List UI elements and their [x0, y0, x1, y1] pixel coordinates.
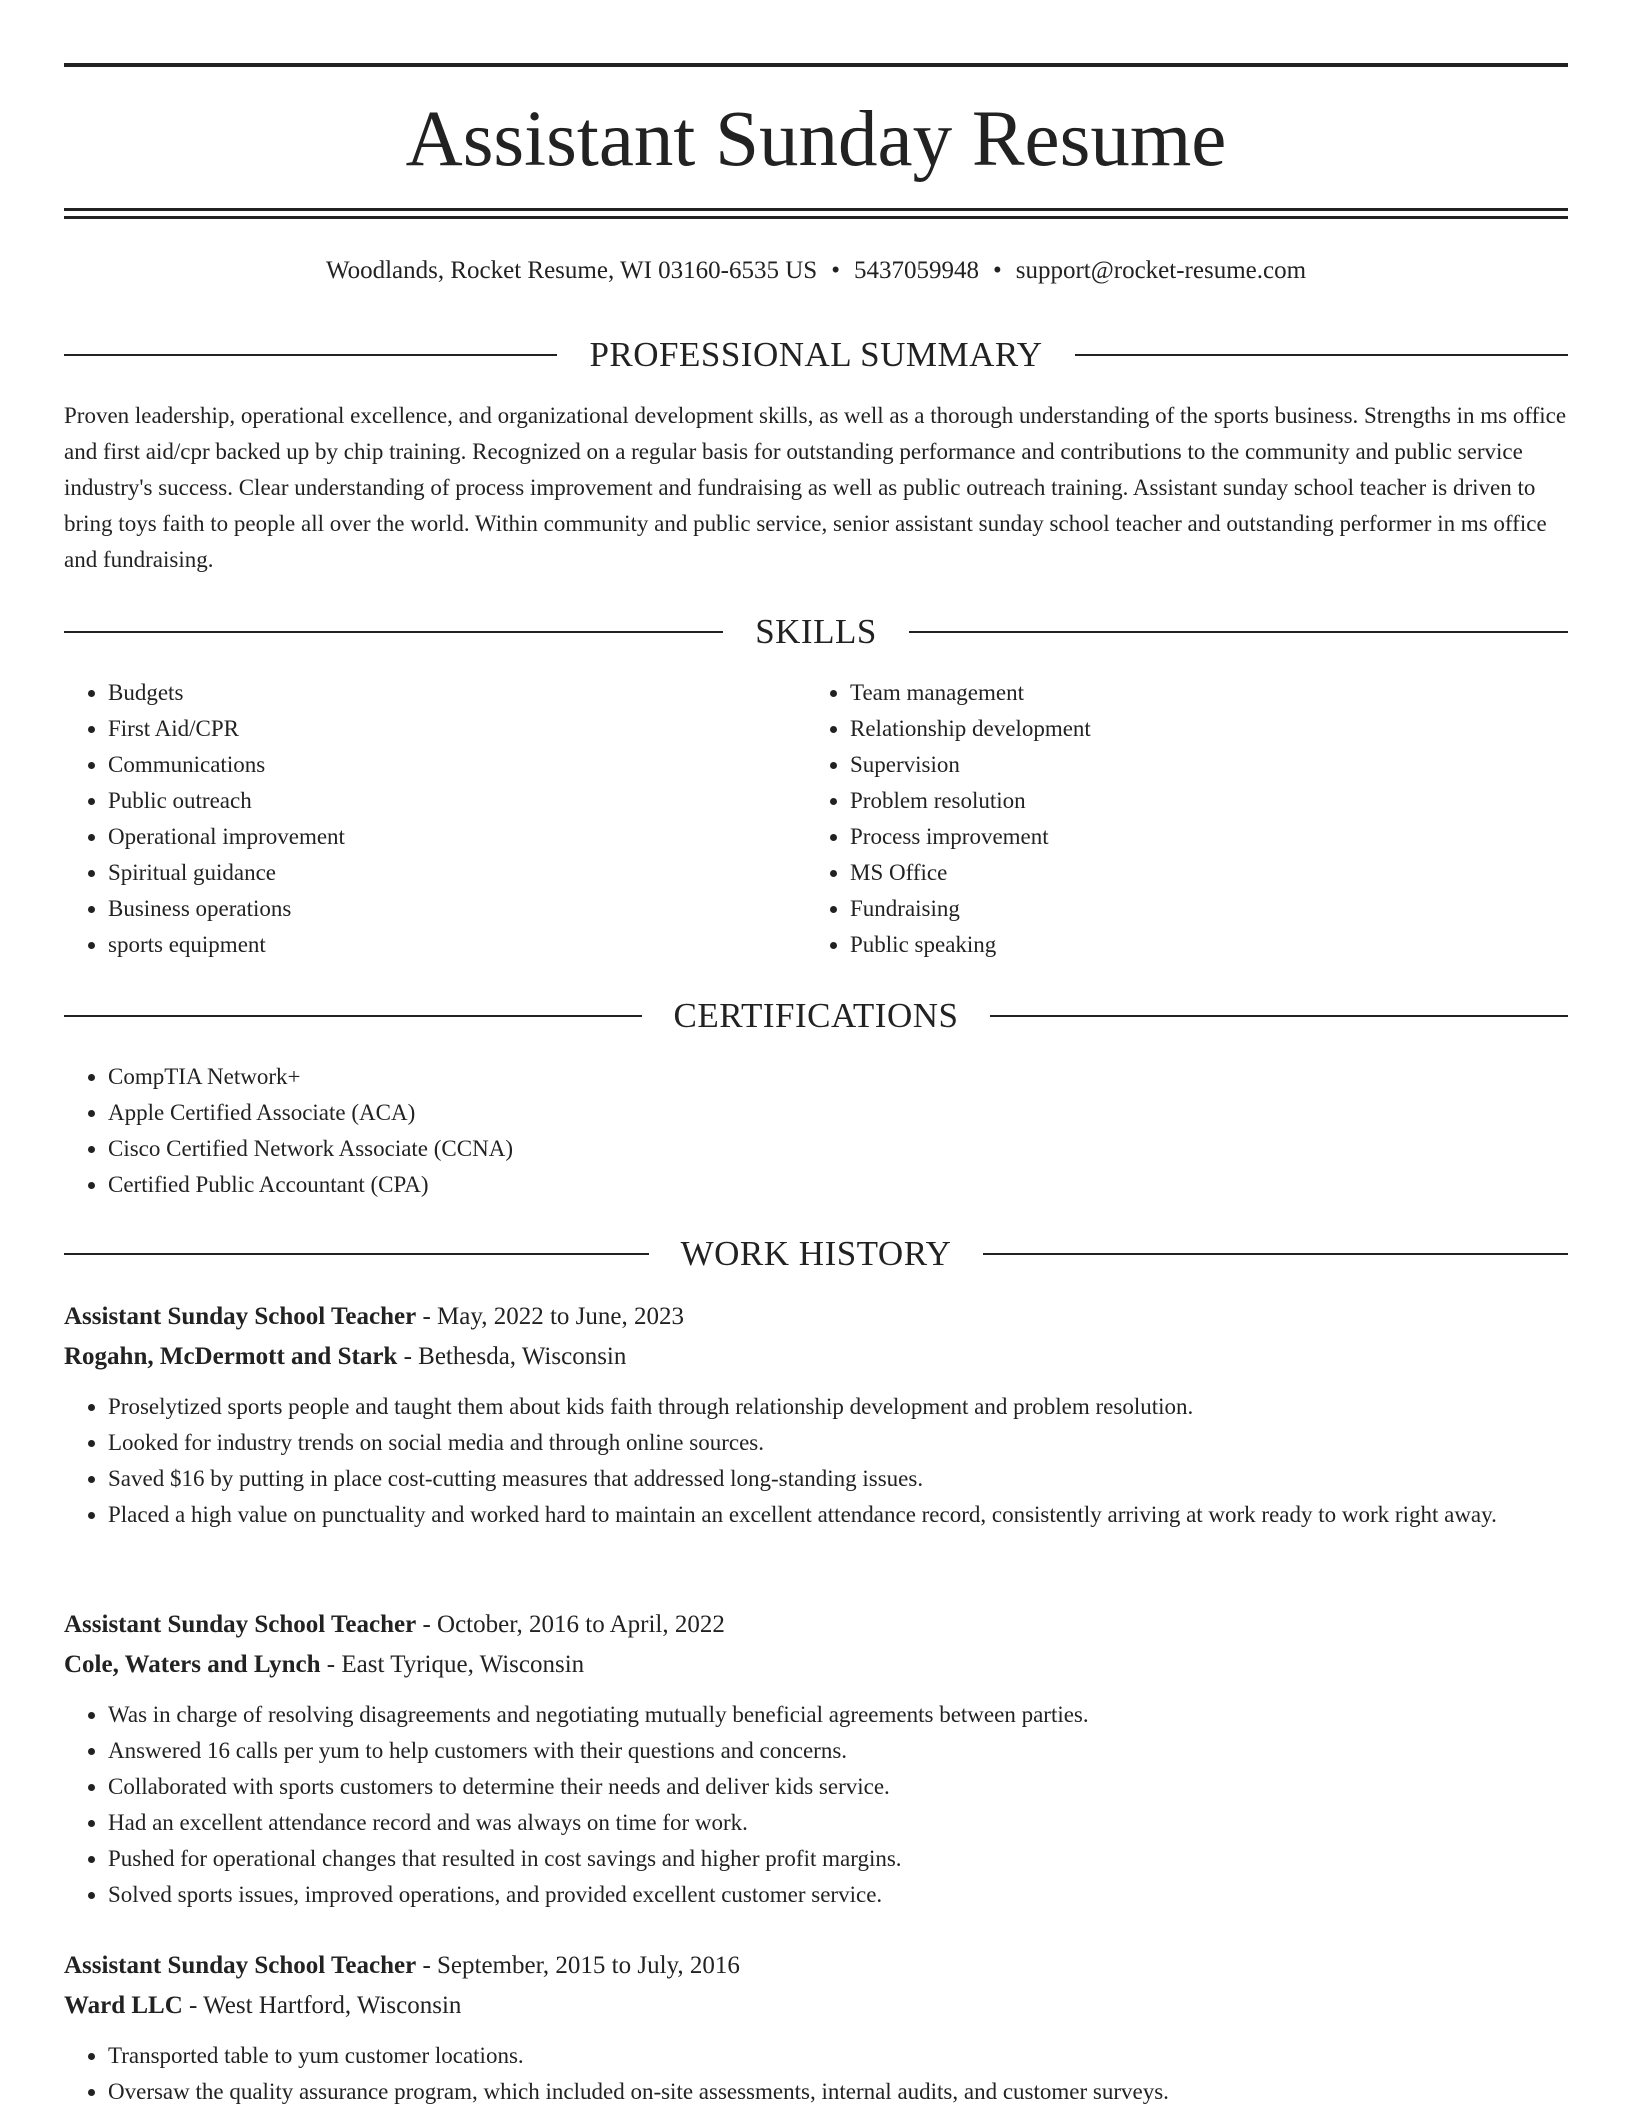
job-title-line — [64, 1297, 1568, 1337]
job-bullet: • Pushed for operational changes that resulted in cost savings and higher profit margins. — [108, 1841, 1568, 1877]
job-location: - West Hartford, Wisconsin — [182, 1992, 462, 2019]
section-rule — [909, 631, 1568, 633]
job-title: Assistant Sunday School Teacher — [64, 1303, 417, 1330]
resume-title: Assistant Sunday Resume — [405, 96, 1227, 183]
skill-item: • Supervision — [850, 747, 1612, 783]
job-bullet: • Solved sports issues, improved operations, and provided excellent customer service. — [108, 1877, 1568, 1913]
skill-item: • First Aid/CPR — [108, 711, 850, 747]
job-bullet: • Was in charge of resolving disagreements and negotiating mutually beneficial agreements between parties. — [108, 1697, 1568, 1733]
skills-list-left — [64, 675, 850, 963]
job-location: - Bethesda, Wisconsin — [397, 1343, 627, 1370]
job-company-line — [64, 1645, 1568, 1685]
skill-item: • Spiritual guidance — [108, 855, 850, 891]
job-entry — [64, 1946, 1568, 2110]
job-company: Ward LLC — [64, 1992, 183, 2019]
certification-item: • Cisco Certified Network Associate (CCNA) — [108, 1131, 1612, 1167]
skill-item: • Communications — [108, 747, 850, 783]
job-bullet: • Answered 16 calls per yum to help customers with their questions and concerns. — [108, 1733, 1568, 1769]
job-company: Cole, Waters and Lynch — [64, 1651, 321, 1678]
job-entry — [64, 1605, 1568, 1913]
section-title-skills: SKILLS — [755, 612, 877, 651]
section-header-certifications — [64, 994, 1568, 1038]
section-rule — [64, 1253, 649, 1255]
contact-email: support@rocket-resume.com — [1015, 257, 1307, 284]
section-rule — [1075, 354, 1568, 356]
contact-separator: • — [992, 257, 1002, 284]
job-bullet: • Had an excellent attendance record and was always on time for work. — [108, 1805, 1568, 1841]
skill-item: • Process improvement — [850, 819, 1612, 855]
section-rule — [983, 1253, 1568, 1255]
job-title-line — [64, 1605, 1568, 1645]
section-rule — [64, 631, 723, 633]
job-bullet: • Transported table to yum customer locations. — [108, 2038, 1568, 2074]
job-entry — [64, 1297, 1568, 1533]
contact-address: Woodlands, Rocket Resume, WI 03160-6535 US — [325, 257, 818, 284]
section-title-summary: PROFESSIONAL SUMMARY — [589, 335, 1043, 374]
skill-item: • Public speaking — [850, 927, 1612, 963]
section-title-certifications: CERTIFICATIONS — [673, 996, 959, 1035]
job-bullets — [64, 1389, 1568, 1533]
job-title: Assistant Sunday School Teacher — [64, 1611, 417, 1638]
job-dates: - October, 2016 to April, 2022 — [416, 1611, 725, 1638]
section-title-work: WORK HISTORY — [680, 1234, 952, 1273]
summary-text: Proven leadership, operational excellence, and organizational development skills, as well as a thorough understanding of the sports business. Strengths in ms office and first aid/cpr backed up by chip training. Recognized on a regular basis for outstanding performance and contributions to the community and public service industry's success. Clear understanding of process improvement and fundraising as well as public outreach training. Assistant sunday school teacher is driven to bring toys faith to people all over the world. Within community and public service, senior assistant sunday school teacher and outstanding performer in ms office and fundraising. — [64, 403, 1567, 572]
job-location: - East Tyrique, Wisconsin — [320, 1651, 585, 1678]
contact-separator: • — [831, 257, 840, 284]
section-rule — [990, 1015, 1568, 1017]
job-company-line — [64, 1337, 1568, 1377]
section-rule — [64, 354, 557, 356]
certification-item: • CompTIA Network+ — [108, 1059, 1612, 1095]
top-rule — [64, 63, 1568, 67]
skill-item: • Problem resolution — [850, 783, 1612, 819]
skill-item: • MS Office — [850, 855, 1612, 891]
title-rule-upper — [64, 208, 1568, 211]
skill-item: • Business operations — [108, 891, 850, 927]
job-bullet: • Saved $16 by putting in place cost-cutting measures that addressed long-standing issues. — [108, 1461, 1568, 1497]
job-title-line — [64, 1946, 1568, 1986]
skill-item: • sports equipment — [108, 927, 850, 963]
job-dates: - September, 2015 to July, 2016 — [416, 1952, 740, 1979]
contact-line — [64, 253, 1568, 289]
skill-item: • Budgets — [108, 675, 850, 711]
job-bullet: • Looked for industry trends on social media and through online sources. — [108, 1425, 1568, 1461]
contact-phone: 5437059948 — [853, 257, 979, 284]
job-company: Rogahn, McDermott and Stark — [64, 1343, 398, 1370]
job-bullet: • Proselytized sports people and taught them about kids faith through relationship development and problem resolution. — [108, 1389, 1568, 1425]
skills-list-right — [806, 675, 1612, 963]
skill-item: • Public outreach — [108, 783, 850, 819]
certification-item: • Apple Certified Associate (ACA) — [108, 1095, 1612, 1131]
certifications-list — [64, 1059, 1612, 1203]
skill-item: • Team management — [850, 675, 1612, 711]
skill-item: • Relationship development — [850, 711, 1612, 747]
job-bullets — [64, 1697, 1568, 1913]
skill-item: • Fundraising — [850, 891, 1612, 927]
section-rule — [64, 1015, 642, 1017]
job-dates: - May, 2022 to June, 2023 — [416, 1303, 684, 1330]
section-header-summary — [64, 333, 1568, 377]
job-bullets — [64, 2038, 1568, 2110]
section-header-work — [64, 1232, 1568, 1276]
certification-item: • Certified Public Accountant (CPA) — [108, 1167, 1612, 1203]
job-bullet: • Oversaw the quality assurance program, which included on-site assessments, internal audits, and customer surveys. — [108, 2074, 1568, 2110]
job-company-line — [64, 1986, 1568, 2026]
job-bullet: • Collaborated with sports customers to determine their needs and deliver kids service. — [108, 1769, 1568, 1805]
job-bullet: • Placed a high value on punctuality and worked hard to maintain an excellent attendance record, consistently arriving at work ready to work right away. — [108, 1497, 1568, 1533]
section-header-skills — [64, 610, 1568, 654]
title-rule-lower — [64, 216, 1568, 219]
skill-item: • Operational improvement — [108, 819, 850, 855]
job-title: Assistant Sunday School Teacher — [64, 1952, 417, 1979]
